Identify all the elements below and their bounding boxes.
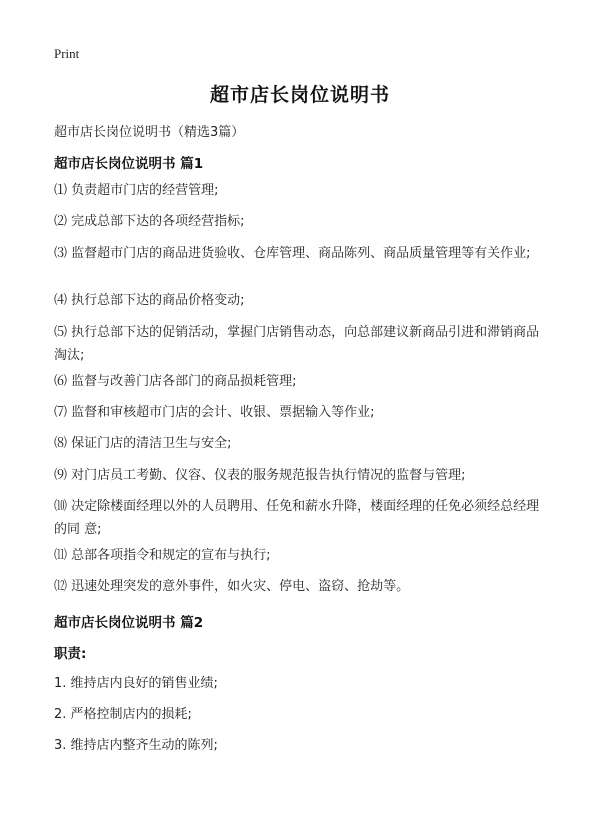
duty-item-9: ⑼ 对门店员工考勤、仪容、仪表的服务规范报告执行情况的监督与管理; bbox=[54, 468, 466, 483]
duty-item-6: ⑹ 监督与改善门店各部门的商品损耗管理; bbox=[54, 374, 297, 389]
document-subtitle: 超市店长岗位说明书（精选3篇） bbox=[54, 125, 245, 140]
section-heading-1: 超市店长岗位说明书 篇1 bbox=[54, 156, 204, 172]
duties-label: 职责: bbox=[54, 646, 87, 662]
page-title: 超市店长岗位说明书 bbox=[209, 84, 390, 106]
duty-item-4: ⑷ 执行总部下达的商品价格变动; bbox=[54, 293, 245, 308]
duty-item-10: ⑽ 决定除楼面经理以外的人员聘用、任免和薪水升降，楼面经理的任免必须经总经理的同 意; bbox=[54, 499, 540, 537]
duty-item-7: ⑺ 监督和审核超市门店的会计、收银、票据输入等作业; bbox=[54, 405, 375, 420]
duty-item-2: ⑵ 完成总部下达的各项经营指标; bbox=[54, 214, 245, 229]
duty-item-1: ⑴ 负责超市门店的经营管理; bbox=[54, 183, 219, 198]
section-heading-2: 超市店长岗位说明书 篇2 bbox=[54, 615, 204, 631]
responsibility-item-3: 3. 维持店内整齐生动的陈列; bbox=[54, 738, 218, 753]
duty-item-11: ⑾ 总部各项指令和规定的宣布与执行; bbox=[54, 548, 271, 563]
duty-item-8: ⑻ 保证门店的清洁卫生与安全; bbox=[54, 436, 232, 451]
responsibility-item-2: 2. 严格控制店内的损耗; bbox=[54, 707, 192, 722]
duty-item-5: ⑸ 执行总部下达的促销活动，掌握门店销售动态，向总部建议新商品引进和滞销商品 淘汰; bbox=[54, 325, 540, 363]
responsibility-item-1: 1. 维持店内良好的销售业绩; bbox=[54, 676, 218, 691]
duty-item-12: ⑿ 迅速处理突发的意外事件，如火灾、停电、盗窃、抢劫等。 bbox=[54, 579, 410, 594]
duty-item-3: ⑶ 监督超市门店的商品进货验收、仓库管理、商品陈列、商品质量管理等有关作业; bbox=[54, 246, 531, 261]
print-label: Print bbox=[54, 46, 80, 61]
